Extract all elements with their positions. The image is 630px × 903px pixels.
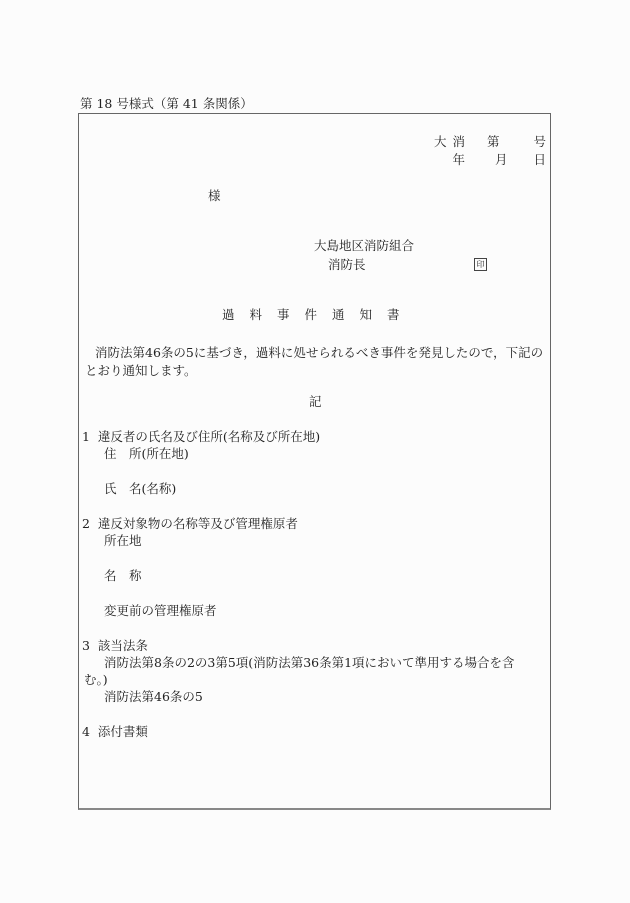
- title-char: 通: [332, 307, 345, 322]
- body-paragraph: 消防法第46条の5に基づき，過料に処せられるべき事件を発見したので，下記のとおり通知します。: [85, 345, 544, 378]
- ref-char: 消: [452, 134, 465, 149]
- date-month: 月: [494, 152, 508, 167]
- field-previous-manager: 変更前の管理権原者: [104, 603, 217, 618]
- item-1-heading: [82, 429, 320, 445]
- sender-title: 消防長: [328, 257, 366, 272]
- item-2-heading: [82, 516, 298, 532]
- ref-char: 第: [486, 134, 500, 149]
- field-object-name: 名 称: [104, 568, 142, 583]
- ref-char: 号: [533, 134, 546, 149]
- field-location: 所在地: [104, 533, 142, 548]
- title-char: 過: [222, 307, 235, 322]
- item-heading-text: 該当法条: [97, 638, 148, 653]
- item-number: 2: [82, 516, 90, 531]
- field-address: 住 所(所在地): [104, 446, 189, 461]
- law-article-1: 消防法第8条の2の3第5項(消防法第36条第1項において準用する場合を含: [104, 655, 515, 670]
- date-line: [452, 152, 546, 168]
- form-number-label: 第 18 号様式（第 41 条関係）: [80, 96, 253, 111]
- document-title: [222, 307, 415, 323]
- item-number: 3: [82, 638, 90, 653]
- title-char: 事: [277, 307, 290, 322]
- law-article-1-cont: む。): [84, 672, 108, 687]
- reference-number-line: [434, 134, 546, 150]
- item-3-heading: [82, 638, 148, 654]
- field-name: 氏 名(名称): [104, 481, 177, 496]
- item-number: 4: [82, 724, 90, 739]
- ref-char: 大: [433, 134, 447, 149]
- title-char: 件: [304, 307, 318, 322]
- seal-icon: 印: [474, 258, 487, 271]
- item-heading-text: 違反者の氏名及び住所(名称及び所在地): [97, 429, 321, 444]
- item-number: 1: [82, 429, 90, 444]
- law-article-2: 消防法第46条の5: [104, 689, 203, 704]
- sender-organization: 大島地区消防組合: [314, 238, 415, 253]
- date-year: 年: [452, 152, 465, 167]
- title-char: 料: [249, 307, 263, 322]
- title-char: 書: [387, 307, 400, 322]
- title-char: 知: [359, 307, 373, 322]
- date-day: 日: [533, 152, 546, 167]
- item-heading-text: 添付書類: [97, 724, 148, 739]
- addressee-suffix: 様: [208, 188, 221, 203]
- item-4-heading: [82, 724, 148, 740]
- item-heading-text: 違反対象物の名称等及び管理権原者: [97, 516, 298, 531]
- ki-heading: 記: [309, 394, 322, 409]
